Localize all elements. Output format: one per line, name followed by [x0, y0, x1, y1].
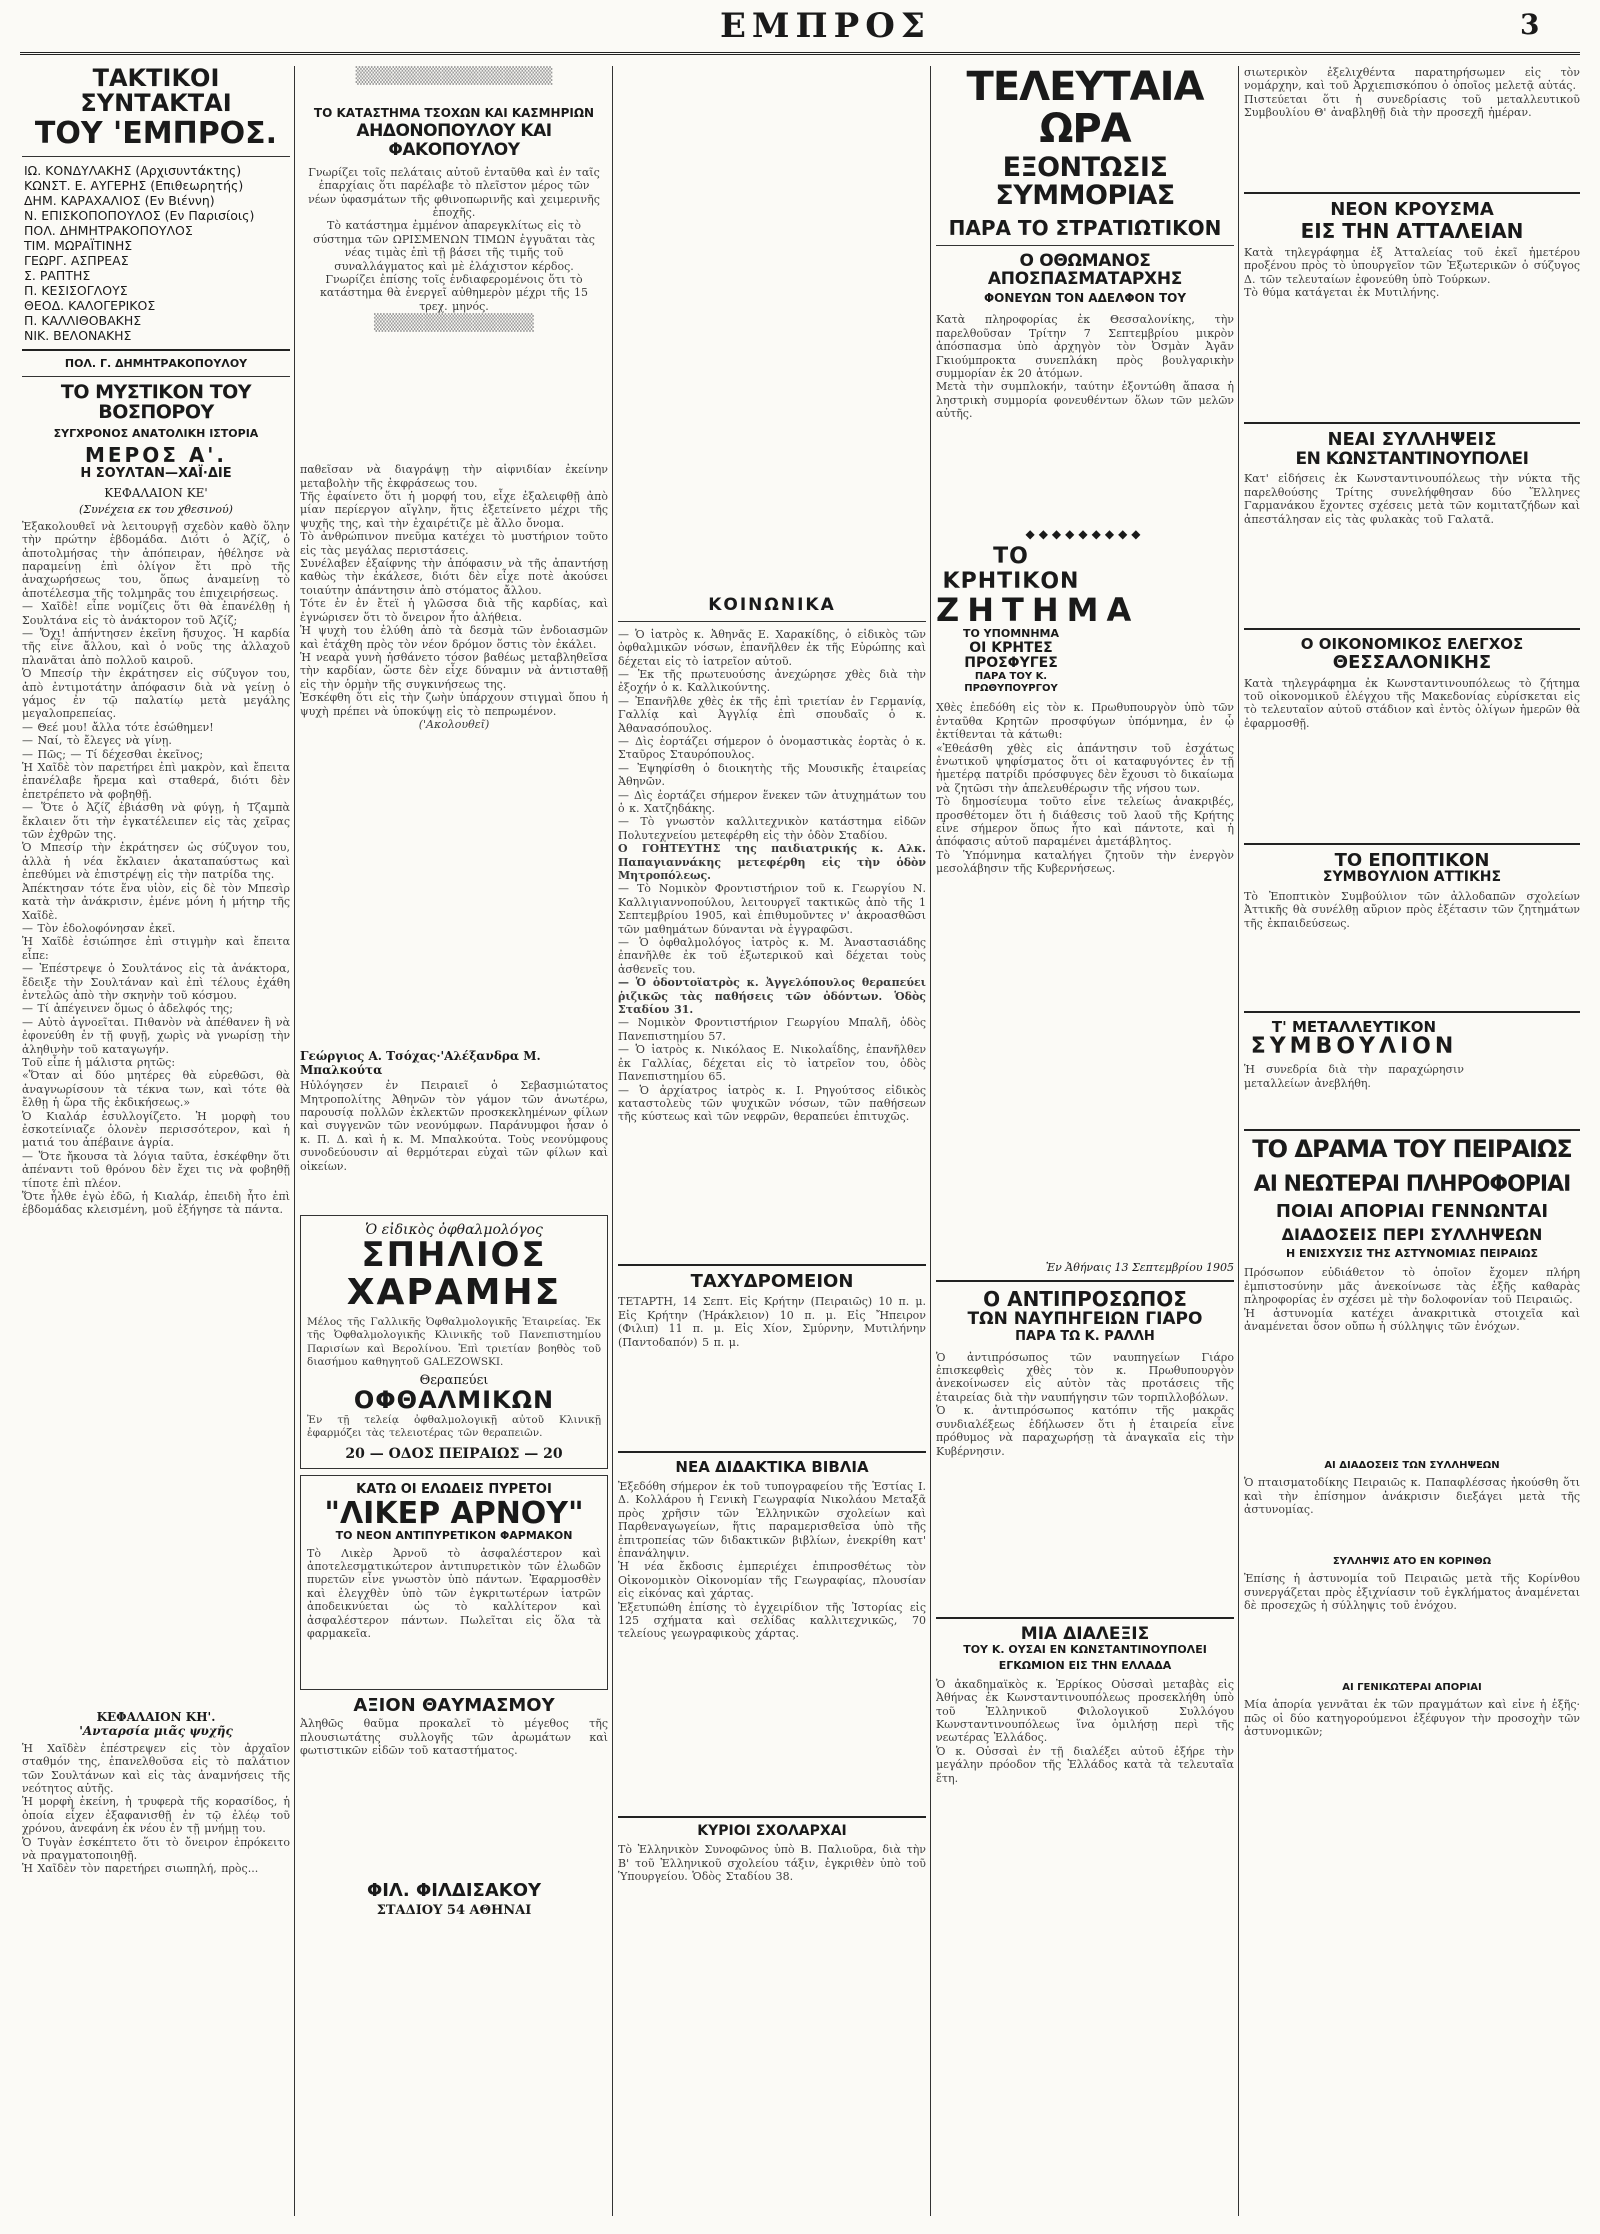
police-headline: Η ΕΝΙΣΧΥΣΙΣ ΤΗΣ ΑΣΤΥΝΟΜΙΑΣ ΠΕΙΡΑΙΩΣ: [1285, 1247, 1539, 1261]
drama-headline: ΤΟ ΔΡΑΜΑ ΤΟΥ ΠΕΙΡΑΙΩΣ: [1252, 1135, 1572, 1164]
constantinople-headline: ΕΝ ΚΩΝΣΤΑΝΤΙΝΟΥΠΟΛΕΙ: [1295, 448, 1529, 469]
oculist-intro: Ὁ εἰδικὸς ὀφθαλμολόγος: [365, 1222, 543, 1239]
oculist-name-1: ΣΠΗΛΙΟΣ: [361, 1235, 547, 1276]
liquor-sub: ΤΟ ΝΕΟΝ ΑΝΤΙΠΥΡΕΤΙΚΟΝ ΦΑΡΜΑΚΟΝ: [335, 1529, 573, 1543]
liquor-body: Τὸ Λικὲρ Ἀρνοῦ τὸ ἀσφαλέστερον καὶ ἀποτελεσματικώτερον ἀντιπυρετικὸν τῶν ἑλωδῶν πυρετῶν εἶνε γνωστὸν ὑπὸ πάντων. Ἐφαρμοσθὲν καὶ ἐλεγχθὲν ὑπὸ τῶν ἐγκριτωτέρων ἰατρῶν ἀποδεικνύεται ὡς τὸ καλλίτερον καὶ ἀσφαλέστερον πάντων. Πωλεῖται εἰς ὅλα τὰ φαρμακεῖα.: [307, 1546, 601, 1641]
column-1: [22, 66, 290, 2216]
editor-name: ΙΩ. ΚΟΝΔΥΛΑΚΗΣ (Αρχισυντάκτης): [24, 162, 242, 178]
by-army-headline: ΠΑΡΑ ΤΟ ΣΤΡΑΤΙΩΤΙΚΟΝ: [948, 215, 1222, 240]
editor-name: Ν. ΕΠΙΣΚΟΠΟΠΟΥΛΟΣ (Εν Παρισίοις): [24, 207, 255, 223]
korinth-body: Ἐπίσης ἡ ἀστυνομία τοῦ Πειραιῶς μετὰ τῆς Κορίνθου συνεργάζεται πρὸς ἐξιχνίασιν τοῦ ἐγκλήματος ἀναμένεται δὲ προσεχῶς ἡ σύλληψις τοῦ ἐνόχου.: [1244, 1572, 1580, 1613]
rumours-headline: ΔΙΑΔΟΣΕΙΣ ΠΕΡΙ ΣΥΛΛΗΨΕΩΝ: [1281, 1224, 1543, 1244]
mining-body: Ἡ συνεδρία διὰ τὴν παραχώρησιν μεταλλείων ἀνεβλήθη.: [1244, 1063, 1464, 1090]
general-doubts-body: Μία ἀπορία γεννᾶται ἐκ τῶν πραγμάτων καὶ εἶνε ἡ ἑξῆς· πῶς οἱ δύο κατηγορούμενοι ἐξέφυγον τὴν προσοχὴν τῶν ἀστυνομικῶν;: [1244, 1698, 1580, 1739]
editor-name: ΤΙΜ. ΜΩΡΑΪΤΙΝΗΣ: [24, 237, 133, 253]
lecture-subheadline-2: ΕΓΚΩΜΙΟΝ ΕΙΣ ΤΗΝ ΕΛΛΑΔΑ: [998, 1658, 1172, 1672]
editor-name: ΔΗΜ. ΚΑΡΑΧΑΛΙΟΣ (Εν Βιέννη): [24, 192, 215, 208]
oculist-name-2: ΧΑΡΑΜΗΣ: [346, 1271, 562, 1313]
newest-headline: ΑΙ ΝΕΩΤΕΡΑΙ ΠΛΗΡΟΦΟΡΙΑΙ: [1253, 1171, 1571, 1197]
new-crime-headline: ΝΕΟΝ ΚΡΟΥΣΜΑ: [1330, 199, 1494, 220]
shipyards-headline: ΤΩΝ ΝΑΥΠΗΓΕΙΩΝ ΓΙΑΡΟ: [967, 1309, 1203, 1330]
korinth-headline: ΣΥΛΛΗΨΙΣ ΑΤΟ ΕΝ ΚΟΡΙΝΘΩ: [1332, 1556, 1492, 1568]
lecture-headline: ΜΙΑ ΔΙΑΛΕΞΙΣ: [1020, 1623, 1150, 1644]
serial-byline: ΠΟΛ. Γ. ΔΗΜΗΤΡΑΚΟΠΟΥΛΟΥ: [64, 356, 248, 370]
editors-title: ΤΑΚΤΙΚΟΙ ΣΥΝΤΑΚΤΑΙ: [80, 66, 232, 118]
rallis-subheadline: ΠΑΡΑ ΤΩ Κ. ΡΑΛΛΗ: [1015, 1329, 1155, 1345]
faded-ad: ▒▒▒▒▒▒▒▒▒▒▒▒▒▒▒▒: [355, 66, 553, 85]
doubts-headline: ΠΟΙΑΙ ΑΠΟΡΙΑΙ ΓΕΝΝΩΝΤΑΙ: [1275, 1200, 1549, 1222]
column-2: [300, 66, 608, 2216]
newspaper-name: ΕΜΠΡΟΣ: [720, 6, 931, 46]
column-4: ΤΕΛΕΥΤΑΙΑ ΩΡΑ ΕΞΟΝΤΩΣΙΣ ΣΥΜΜΟΡΙΑΣ ΠΑΡΑ ΤΟ ΣΤΡΑΤΙΩΤΙΚΟΝ Ο ΟΘΩΜΑΝΟΣ ΑΠΟΣΠΑΣΜΑΤΑΡΧΗΣ ΦΟΝΕΥΩΝ ΤΟΝ ΑΔΕΛΦΟΝ ΤΟΥ Κατὰ πληροφορίας ἐκ Θεσσαλονίκης, τὴν παρελθοῦσαν Τρίτην 7 Σεπτεμβρίου μικρὸν ἀπόσπασμα ὑπὸ ἀρχηγὸν τὸν Ὀσμὰν Ἀγᾶν Γκιούμπροκτα συνεπλάκη πρὸς βουλγαρικὴν συμμορίαν ἐκ 20 ἀτόμων. Μετὰ τὴν συμπλοκήν, ταύτην ἐξοντώθη ἅπασα ἡ ληστρικὴ συμμορία φονευθέντων ὅλων τῶν μελῶν αὐτῆς. ◆◆◆◆◆◆◆◆◆ ΤΟ ΚΡΗΤΙΚΟΝ ΖΗΤΗΜΑ ΤΟ ΥΠΟΜΝΗΜΑ ΟΙ ΚΡΗΤΕΣ ΠΡΟΣΦΥΓΕΣ ΠΑΡΑ ΤΟΥ Κ. ΠΡΩΘΥΠΟΥΡΓΟΥ Χθὲς ἐπεδόθη εἰς τὸν κ. Πρωθυπουργὸν ὑπὸ τῶν ἐνταῦθα Κρητῶν προσφύγων ὑπόμνημα, ἐν ᾧ ἐκτίθενται τὰ κάτωθι: «Ἐθεάσθη χθὲς εἰς ἀπάντησιν τοῦ ἐσχάτως ἐνωτικοῦ ψηφίσματος ὅτι οἱ καταφυγόντες ἐν τῇ ἡμετέρᾳ πατρίδι πρόσφυγες δὲν ἔχουσι τὸ δικαίωμα νὰ ζητῶσι τὴν ἀπελευθέρωσιν τῆς νήσου των. Τὸ δημοσίευμα τοῦτο εἶνε τελείως ἀνακριβές, προσθέτομεν ὅτι ἡ διάθεσις τοῦ λαοῦ τῆς Κρήτης εἶνε σήμερον ὅπως ἦτο καὶ πάντοτε, καὶ ἡ ἀπόφασις αὐτοῦ παραμένει ἀμετάβλητος. Τὸ Ὑπόμνημα καταλήγει ζητοῦν τὴν ἐνεργὸν μεσολάβησιν τῆς Κυβερνήσεως. Ἐν Ἀθήναις 13 Σεπτεμβρίου 1905 Ο ΑΝΤΙΠΡΟΣΩΠΟΣ ΤΩΝ ΝΑΥΠΗΓΕΙΩΝ ΓΙΑΡΟ ΠΑΡΑ ΤΩ Κ. ΡΑΛΛΗ Ὁ ἀντιπρόσωπος τῶν ναυπηγείων Γιάρο ἐπισκεφθεὶς χθὲς τὸν κ. Πρωθυπουργὸν ἀνεκοίνωσεν εἰς αὐτὸν τὰς προτάσεις τῆς ἑταιρείας διὰ τὴν ναυπήγησιν τῶν τορπιλλοβόλων. Ὁ κ. ἀντιπρόσωπος κατόπιν τῆς μακρᾶς συνδιαλέξεως ἐδήλωσεν ὅτι ἡ ἑταιρεία εἶνε πρόθυμος νὰ παραχωρήσῃ τὰ ἀναγκαῖα εἰς τὴν Κυβέρνησιν. ΜΙΑ ΔΙΑΛΕΞΙΣ ΤΟΥ Κ. ΟΥΣΑΙ ΕΝ ΚΩΝΣΤΑΝΤΙΝΟΥΠΟΛΕΙ ΕΓΚΩΜΙΟΝ ΕΙΣ ΤΗΝ ΕΛΛΑΔΑ Ὁ ἀκαδημαϊκὸς κ. Ἐρρίκος Οὐσσαὶ μεταβὰς εἰς Ἀθήνας ἐκ Κωνσταντινουπόλεως προσεκλήθη ὑπὸ τοῦ Ἑλληνικοῦ Φιλολογικοῦ Συλλόγου Κωνσταντινουπόλεως ἵνα ὁμιλήσῃ περὶ τῆς νεωτέρας Ἑλλάδος. Ὁ κ. Οὐσσαὶ ἐν τῇ διαλέξει αὐτοῦ ἐξήρε τὴν μεγάλην πρόοδον τῆς Ἑλλάδος κατὰ τὰ τελευταῖα ἔτη.: [936, 66, 1234, 1785]
shop-ad-name: ΑΗΔΟΝΟΠΟΥΛΟΥ ΚΑΙ ΦΑΚΟΠΟΥΛΟΥ: [356, 121, 552, 161]
serial-subtitle: ΣΥΓΧΡΟΝΟΣ ΑΝΑΤΟΛΙΚΗ ΙΣΤΟΡΙΑ: [53, 426, 259, 440]
editors-list: [22, 163, 290, 343]
attaleia-body: Κατὰ τηλεγράφημα ἐξ Ἀτταλείας τοῦ ἐκεῖ ἡμετέρου προξένου πρὸς τὸ ὑπουργεῖον τῶν Ἐξωτερικῶν ὁ σύζυγος Δ. τῶν τελευταίων ἐφονεύθη ὑπὸ Τούρκων. Τὸ θύμα κατάγεται ἐκ Μυτιλήνης.: [1244, 245, 1580, 300]
oculist-address: 20 — ΟΔΟΣ ΠΕΙΡΑΙΩΣ — 20: [345, 1446, 563, 1463]
fildisakou-address: ΣΤΑΔΙΟΥ 54 ΑΘΗΝΑΙ: [376, 1903, 532, 1919]
rumours-2-headline: ΑΙ ΔΙΑΔΟΣΕΙΣ ΤΩΝ ΣΥΛΛΗΨΕΩΝ: [1324, 1460, 1500, 1472]
lecture-body: Ὁ ἀκαδημαϊκὸς κ. Ἐρρίκος Οὐσσαὶ μεταβὰς εἰς Ἀθήνας ἐκ Κωνσταντινουπόλεως προσεκλήθη ὑπὸ τοῦ Ἑλληνικοῦ Φιλολογικοῦ Συλλόγου Κωνσταντινουπόλεως ἵνα ὁμιλήσῃ περὶ τῆς νεωτέρας Ἑλλάδος. Ὁ κ. Οὐσσαὶ ἐν τῇ διαλέξει αὐτοῦ ἐξήρε τὴν μεγάλην πρόοδον τῆς Ἑλλάδος κατὰ τὰ τελευταῖα ἔτη.: [936, 1677, 1234, 1785]
post-heading: ΤΑΧΥΔΡΟΜΕΙΟΝ: [690, 1270, 854, 1292]
column-divider: [930, 66, 931, 2216]
fever-headline: ΚΑΤΩ ΟΙ ΕΛΩΔΕΙΣ ΠΥΡΕΤΟΙ: [356, 1482, 552, 1498]
school-heading: ΚΥΡΙΟΙ ΣΧΟΛΑΡΧΑΙ: [697, 1822, 847, 1839]
editor-name: Σ. ΡΑΠΤΗΣ: [24, 267, 91, 283]
oculist-body-2: Ἐν τῇ τελείᾳ ὀφθαλμολογικῇ αὐτοῦ Κλινικῇ ἐφαρμόζει τὰς τελειοτέρας τῶν θεραπειῶν.: [307, 1413, 601, 1439]
cretan-sub-3: ΠΑΡΑ ΤΟΥ Κ. ΠΡΩΘΥΠΟΥΡΓΟΥ: [964, 671, 1058, 695]
serial-part: ΜΕΡΟΣ Α'.: [84, 443, 228, 468]
social-body: — Ὁ ἰατρὸς κ. Ἀθηνᾶς Ε. Χαρακίδης, ὁ εἰδικὸς τῶν ὀφθαλμικῶν νόσων, ἐπανῆλθεν ἐκ τῆς Εὐρώπης καὶ δέχεται εἰς τὸ ἰατρεῖον αὐτοῦ. — Ἐκ τῆς πρωτευούσης ἀνεχώρησε χθὲς διὰ τὴν ἐξοχήν ὁ κ. Καλλικούντης. — Ἐπανῆλθε χθὲς ἐκ τῆς ἐπὶ τριετίαν ἐν Γερμανίᾳ, Γαλλίᾳ καὶ Ἀγγλίᾳ ἐπὶ σπουδαῖς ὁ κ. Ἀθανασόπουλος. — Δὶς ἐορτάζει σήμερον ὁ ὀνομαστικὰς ἑορτὰς ὁ κ. Σταῦρος Σταυρόπουλος. — Ἐψηφίσθη ὁ διοικητὴς τῆς Μουσικῆς ἑταιρείας Ἀθηνῶν. — Δὶς ἐορτάζει σήμερον ἕνεκεν τῶν ἀτυχημάτων του ὁ κ. Χατζηδάκης. — Τὸ γνωστὸν καλλιτεχνικὸν κατάστημα εἰδῶν Πολυτεχνείου μετεφέρθη εἰς τὴν ὁδὸν Σταδίου. Ο ΓΟΗΤΕΥΤΗΣ της παιδιατρικής κ. Αλκ. Παπαγιαννάκης μετεφέρθη εἰς τὴν ὁδὸν Μητροπόλεως. — Τὸ Νομικὸν Φροντιστήριον τοῦ κ. Γεωργίου Ν. Καλλιγιαννοπούλου, λειτουργεῖ τακτικῶς ἀπὸ τῆς 1 Σεπτεμβρίου 1905, καὶ ἐπιθυμοῦντες ν' ἀκροασθῶσι τῶν μαθημάτων δύνανται νὰ ἐγγραφῶσι. — Ὁ ὀφθαλμολόγος ἰατρὸς κ. Μ. Ἀναστασιάδης ἐπανῆλθε ἐκ τοῦ ἐξωτερικοῦ καὶ δέχεται τοὺς ἀσθενεῖς του. — Ὁ ὀδοντοϊατρὸς κ. Ἀγγελόπουλος θεραπεύει ῥιζικῶς τὰς παθήσεις τῶν ὀδόντων. Ὁδὸς Σταδίου 31. — Νομικὸν Φροντιστήριον Γεωργίου Μπαλῆ, ὁδὸς Πανεπιστημίου 57. — Ὁ ἰατρὸς κ. Νικόλαος Ε. Νικολαΐδης, ἐπανῆλθεν ἐκ Γαλλίας, δέχεται εἰς τὸ ἰατρεῖον του, ὁδὸς Πανεπιστημίου 65. — Ὁ ἀρχίατρος ἰατρὸς κ. Ι. Ρηγούτσος εἰδικὸς καταστολεὺς τῶν ψυχικῶν νόσων, τῶν παθήσεων τῆς κύστεως καὶ τῶν νεφρῶν, θεραπεύει ἐπιτυχῶς.: [618, 627, 926, 1124]
shipyards-body: Ὁ ἀντιπρόσωπος τῶν ναυπηγείων Γιάρο ἐπισκεφθεὶς χθὲς τὸν κ. Πρωθυπουργὸν ἀνεκοίνωσεν εἰς αὐτὸν τὰς προτάσεις τῆς ἑταιρείας διὰ τὴν ναυπήγησιν τῶν τορπιλλοβόλων. Ὁ κ. ἀντιπρόσωπος κατόπιν τῆς μακρᾶς συνδιαλέξεως ἐδήλωσεν ὅτι ἡ ἑταιρεία εἶνε πρόθυμος νὰ παραχωρήσῃ τὰ ἀναγκαῖα εἰς τὴν Κυβέρνησιν.: [936, 1350, 1234, 1458]
oculist-ad: [300, 1215, 608, 1469]
continued-note: (Συνέχεια εκ του χθεσινού): [79, 502, 233, 516]
attaleia-headline: ΕΙΣ ΤΗΝ ΑΤΤΑΛΕΙΑΝ: [1300, 218, 1524, 243]
ottoman-body: Κατὰ πληροφορίας ἐκ Θεσσαλονίκης, τὴν παρελθοῦσαν Τρίτην 7 Σεπτεμβρίου μικρὸν ἀπόσπασμα ὑπὸ ἀρχηγὸν τὸν Ὀσμὰν Ἀγᾶν Γκιούμπροκτα συνεπλάκη πρὸς βουλγαρικὴν συμμορίαν ἐκ 20 ἀτόμων. Μετὰ τὴν συμπλοκήν, ταύτην ἐξοντώθη ἅπασα ἡ ληστρικὴ συμμορία φονευθέντων ὅλων τῶν μελῶν αὐτῆς.: [936, 313, 1234, 421]
liquor-ad: [300, 1475, 608, 1689]
editor-name: ΚΩΝΣΤ. Ε. ΑΥΓΕΡΗΣ (Επιθεωρητής): [24, 177, 244, 193]
supervisory-headline: ΤΟ ΕΠΟΠΤΙΚΟΝ: [1334, 849, 1490, 871]
representative-headline: Ο ΑΝΤΙΠΡΟΣΩΠΟΣ: [983, 1287, 1187, 1312]
serial-body: Ἐξακολουθεῖ νὰ λειτουργῇ σχεδὸν καθὸ ὅλην τὴν πρώτην ἑβδομάδα. Διότι ὁ Ἀζίζ, ὁ ἀποτολμήσας τὴν ἀπόπειραν, ἠθέλησε νὰ παραμείνῃ ἐπὶ ὀλίγον ἔτι πρὸ τῆς ἀναχωρήσεως του, ὅπως ἀναμείνῃ τὸ ἀποτέλεσμα τῆς τολμηρᾶς του ἐπιχειρήσεως. — Χαῖδὲ! εἶπε νομίζεις ὅτι θὰ ἐπανέλθῃ ἡ Σουλτάνα εἰς τὸ ἀνάκτορον τοῦ Ἀζίζ; — Ὄχι! ἀπήντησεν ἐκεῖνη ἥσυχος. Ἡ καρδία τῆς εἶνε ἄλλου, καὶ ὁ νοῦς της ἀλλαχοῦ πλανᾶται ἀπὸ πολλοῦ καιροῦ. Ὁ Μπεσίρ τὴν ἐκράτησεν εἰς σύζυγον του, ἀπὸ ἐντιμοτάτην ἀπόφασιν διὰ νὰ γείνῃ ὁ γάμος ἐν τῷ παλατίῳ μετὰ μεγάλης μεγαλοπρεπείας. — Θεέ μου! ἄλλα τότε ἐσώθημεν! — Ναί, τὸ ἔλεγες νὰ γίνῃ. — Πῶς; — Τί δέχεσθαι ἐκεῖνος; Ἡ Χαῖδὲ τὸν παρετήρει ἐπὶ μακρὸν, καὶ ἔπειτα ἐπανέλαβε ἤρεμα καὶ σταθερά, διότι δὲν ἐπετρέπετο νὰ φοβηθῇ. — Ὅτε ὁ Ἀζίζ ἐβιάσθη νὰ φύγῃ, ἡ Τζαμπὰ ἔκλαιεν ὅτι τὴν ἐγκατέλειπεν εἰς τὰς χεῖρας τῶν ἐχθρῶν της. Ὁ Μπεσίρ τὴν ἐκράτησεν ὡς σύζυγον του, ἀλλὰ ἡ νέα ἔκλαιεν ἀκαταπαύστως καὶ ἐπεθύμει νὰ ἐπιστρέψῃ εἰς τὴν πατρίδα της. Ἀπέκτησαν τότε ἕνα υἱὸν, εἰς δὲ τὸν Μπεσὶρ κατὰ τὴν ἀνάκρισιν, ἐμένε μόνη ἡ μήτηρ τῆς Χαῖδὲ. — Τὸν ἐδολοφόνησαν ἐκεῖ. Ἡ Χαῖδὲ ἐσιώπησε ἐπὶ στιγμὴν καὶ ἔπειτα εἶπε: — Ἐπέστρεψε ὁ Σουλτάνος εἰς τὰ ἀνάκτορα, ἔδειξε τὴν Σουλτάναν καὶ ἐπὶ τέλους ἐχάθη ἐντελῶς ἀπὸ τὴν σκηνὴν τοῦ κόσμου. — Τί ἀπέγεινεν ὅμως ὁ ἀδελφός της; — Αὐτὸ ἀγνοεῖται. Πιθανὸν νὰ ἀπέθανεν ἢ νὰ ἐφονεύθη ἐν τῇ φυγῇ, χωρὶς νὰ γνωρίσῃ τὴν ἀληθινὴν τοῦ καταγωγήν. Τοῦ εἶπε ἡ μάλιστα ρητῶς: «Ὅταν αἱ δύο μητέρες θὰ εὑρεθῶσι, θὰ ἀναγνωρίσουν τὰ τέκνα των, καὶ τότε θὰ ἔλθῃ ἡ ὥρα τῆς ἐκδικήσεως.» Ὁ Κιαλάρ ἐσυλλογίζετο. Ἡ μορφὴ του ἐσκοτείνιαζε ὁλονὲν περισσότερον, καὶ ἡ ματιά του ἀπέβαινε ἀγρία. — Ὅτε ἤκουσα τὰ λόγια ταῦτα, ἐσκέφθην ὅτι ἀπέναντι τοῦ θρόνου δὲν ἔχει τις νὰ φοβηθῇ τίποτε ἐπὶ πλέον. Ὅτε ἦλθε ἐγὼ ἐδῶ, ἡ Κιαλάρ, ἐπειδὴ ἦτο ἐπὶ ἑβδομάδας κλεισμένη, μοῦ ἐξήγησε τὰ πάντα.: [22, 519, 290, 1217]
masthead-rule: [20, 52, 1580, 55]
masthead: [0, 0, 1600, 58]
top-body: σιωτερικὸν ἐξελιχθέντα παρατηρήσωμεν εἰς τὸν νομάρχην, καὶ τοῦ Ἀρχιεπισκόπου ὁ ὁποῖος μελετᾷ αὐτάς. Πιστεύεται ὅτι ἡ συνεδρίασις τοῦ μεταλλευτικοῦ Συμβουλίου Θ' ἀναβληθῇ διὰ τὴν προσεχῆ ἡμέραν.: [1244, 66, 1580, 120]
oculist-disease: ΟΦΘΑΛΜΙΚΩΝ: [353, 1386, 555, 1415]
faded-block: ▒▒▒▒▒▒▒▒▒▒▒▒▒: [374, 313, 534, 333]
school-body: Τὸ Ἑλληνικὸν Συνοφῶνος ὑπὸ Β. Παλιοῦρα, διὰ τὴν Β' τοῦ Ἑλληνικοῦ σχολείου τάξιν, ἐγκριθὲν ὑπὸ τοῦ Ὑπουργείου. Ὁδὸς Σταδίου 38.: [618, 1843, 926, 1884]
editors-title-2: ΤΟΥ 'ΕΜΠΡΟΣ.: [34, 116, 278, 152]
dateline: Ἐν Ἀθήναις 13 Σεπτεμβρίου 1905: [1045, 1261, 1234, 1275]
column-3: [618, 66, 926, 2216]
economic-body: Κατὰ τηλεγράφημα ἐκ Κωνσταντινουπόλεως τὸ ζήτημα τοῦ οἰκονομικοῦ ἐλέγχου τῆς Μακεδονίας εὑρίσκεται εἰς τὸ τελευταῖον αὐτοῦ στάδιον καὶ ἐντὸς ὀλίγων ἡμερῶν θὰ ἐφαρμοσθῇ.: [1244, 676, 1580, 730]
last-hour-headline: ΤΕΛΕΥΤΑΙΑ ΩΡΑ: [966, 66, 1204, 152]
serial-part-subtitle: Η ΣΟΥΛΤΑΝ—ΧΑΪ·ΔΙΕ: [80, 466, 232, 482]
general-doubts-headline: ΑΙ ΓΕΝΙΚΩΤΕΡΑΙ ΑΠΟΡΙΑΙ: [1342, 1682, 1482, 1694]
books-body: Ἐξεδόθη σήμερον ἐκ τοῦ τυπογραφείου τῆς Ἑστίας Ι. Δ. Κολλάρου ἡ Γενικὴ Γεωγραφία Νικολάου Μεταξᾶ πρὸς χρῆσιν τῶν Ἑλληνικῶν σχολείων καὶ Παρθεναγωγείων, ἥτις παραμερισθεῖσα ὑπὸ τῆς ἐπιτροπείας τῶν διδακτικῶν βιβλίων, ἐνεκρίθη κατ' ἐπανάληψιν. Ἡ νέα ἔκδοσις ἐμπεριέχει ἐπιπροσθέτως τὸν Οἰκονομικὸν Οἰκονομίαν τῆς Γεωγραφίας, πλουσίαν εἰς εἰκόνας καὶ χάρτας. Ἐξετυπώθη ἐπίσης τὸ ἐγχειρίδιον τῆς Ἰστορίας εἰς 125 σχήματα καὶ σελίδας καλλιτεχνικῶς, 70 τελείους γεωγραφικοὺς χάρτας.: [618, 1479, 926, 1641]
editor-name: ΘΕΟΔ. ΚΑΛΟΓΕΡΙΚΟΣ: [24, 297, 156, 313]
ottoman-subheadline: ΦΟΝΕΥΩΝ ΤΟΝ ΑΔΕΛΦΟΝ ΤΟΥ: [983, 291, 1187, 306]
shop-ad-body: Γνωρίζει τοῖς πελάταις αὐτοῦ ἐνταῦθα καὶ ἐν ταῖς ἐπαρχίαις ὅτι παρέλαβε τὸ πλεῖστον μέρος τῶν νέων ὑφασμάτων τῆς φθινοπωρινῆς καὶ χειμερινῆς ἐποχῆς. Τὸ κατάστημα ἐμμένον ἀπαρεγκλίτως εἰς τὸ σύστημα τῶν ΩΡΙΣΜΕΝΩΝ ΤΙΜΩΝ ἐγγυᾶται τὰς νέας τιμὰς ἐπὶ τῇ βάσει τῆς τιμῆς τοῦ συναλλάγματος καὶ μὲ ἐλάχιστον κέρδος. Γνωρίζει ἐπίσης τοῖς ἐνδιαφερομένοις ὅτι τὸ κατάστημα θὰ ἐνεργεῖ αὐθημερὸν μέχρι τῆς 15 τρεχ. μηνός.: [308, 165, 600, 313]
wedding-names: Γεώργιος Α. Τσόχας·'Αλέξανδρα Μ. Μπαλκούτα: [300, 1049, 541, 1078]
chapter-subtitle-2: 'Ανταρσία μιᾶς ψυχῆς: [79, 1723, 233, 1738]
wonder-headline: ΑΞΙΟΝ ΘΑΥΜΑΣΜΟΥ: [353, 1694, 555, 1716]
cretan-headline-1: ΤΟ ΚΡΗΤΙΚΟΝ: [942, 544, 1080, 594]
editor-name: Π. ΚΕΣΙΣΟΓΛΟΥΣ: [24, 282, 128, 298]
arrests-body: Κατ' εἰδήσεις ἐκ Κωνσταντινουπόλεως τὴν νύκτα τῆς παρελθούσης Τρίτης συνελήφθησαν δύο Ἕλληνες Γαρμανάκου ἔχοντες σχέσεις μετὰ τῶν κομιτατζήδων καὶ ἀπεστάλησαν εἰς τὰς φυλακὰς τοῦ Γαλατᾶ.: [1244, 472, 1580, 526]
editor-name: ΠΟΛ. ΔΗΜΗΤΡΑΚΟΠΟΥΛΟΣ: [24, 222, 193, 238]
shop-ad-title: ΤΟ ΚΑΤΑΣΤΗΜΑ ΤΣΟΧΩΝ ΚΑΙ ΚΑΣΜΗΡΙΩΝ: [313, 106, 595, 120]
mining-headline-2: ΣΥΜΒΟΥΛΙΟΝ: [1250, 1034, 1458, 1060]
oculist-therapy: Θεραπεύει: [419, 1373, 489, 1389]
cretan-body: Χθὲς ἐπεδόθη εἰς τὸν κ. Πρωθυπουργὸν ὑπὸ τῶν ἐνταῦθα Κρητῶν προσφύγων ὑπόμνημα, ἐν ᾧ ἐκτίθενται τὰ κάτωθι: «Ἐθεάσθη χθὲς εἰς ἀπάντησιν τοῦ ἐσχάτως ἐνωτικοῦ ψηφίσματος ὅτι οἱ καταφυγόντες ἐν τῇ ἡμετέρᾳ πατρίδι πρόσφυγες δὲν ἔχουσι τὸ δικαίωμα νὰ ζητῶσι τὴν ἀπελευθέρωσιν τῆς νήσου των. Τὸ δημοσίευμα τοῦτο εἶνε τελείως ἀνακριβές, προσθέτομεν ὅτι ἡ διάθεσις τοῦ λαοῦ τῆς Κρήτης εἶνε σήμερον ὅπως ἦτο καὶ πάντοτε, καὶ ἡ ἀπόφασις αὐτοῦ παραμένει ἀμετάβλητος. Τὸ Ὑπόμνημα καταλήγει ζητοῦν τὴν ἐνεργὸν μεσολάβησιν τῆς Κυβερνήσεως.: [936, 701, 1234, 876]
page-number: 3: [1520, 8, 1540, 41]
post-body: ΤΕΤΑΡΤΗ, 14 Σεπτ. Εἰς Κρήτην (Πειραιῶς) 10 π. μ. Εἰς Κρήτην (Ἡράκλειον) 10 π. μ. Εἰς Ἤπειρον (Φιλιπ) 11 π. μ. Εἰς Χίον, Σμύρνην, Μυτιλήνην (Παντοδαπόν) 5 π. μ.: [618, 1295, 926, 1349]
chapter-heading: ΚΕΦΑΛΑΙΟΝ ΚΕ': [104, 485, 208, 500]
serial-title: ΤΟ ΜΥΣΤΙΚΟΝ ΤΟΥ ΒΟΣΠΟΡΟΥ: [60, 381, 252, 423]
wonder-body: Ἀληθῶς θαῦμα προκαλεῖ τὸ μέγεθος τῆς πλουσιωτάτης συλλογῆς τῶν ἀρωμάτων καὶ φωτιστικῶν εἰδῶν τοῦ καταστήματος.: [300, 1717, 608, 1758]
chapter-heading-2: ΚΕΦΑΛΑΙΟΝ ΚΗ'.: [96, 1709, 216, 1724]
article-body: παθεῖσαν νὰ διαγράψῃ τὴν αἰφνιδίαν ἐκείνην μεταβολὴν τῆς ἐκφράσεως του. Τῆς ἐφαίνετο ὅτι ἡ μορφή του, εἶχε ἐξαλειφθῇ ἀπὸ μίαν περίεργον αἴγλην, ἥτις ἐξετείνετο μέχρι τῆς ψυχῆς της, καὶ τὴν ἐχαιρέτιζε μὲ ἄλλο ὄνομα. Τὸ ἀνθρώπινον πνεῦμα κατέχει τὸ μυστήριον τοῦτο εἰς τὰς μεγάλας περιστάσεις. Συνέλαβεν ἐξαίφνης τὴν ἀπόφασιν νὰ τῆς ἀπαντήσῃ καθὼς τὴν ἐκάλεσε, διότι δὲν εἶχε ποτὲ ἀκούσει τοιαύτην ἀπάντησιν ἀπὸ στόματος ἄλλου. Τότε ἐν ἐν ἔτεϊ ἡ γλῶσσα διὰ τῆς καρδίας, καὶ ἐγνώρισεν ὅτι τὸ ὄνειρον ἦτο ἀλήθεια. Ἡ ψυχὴ του ἐλύθη ἀπὸ τὰ δεσμὰ τῶν ἐνδοιασμῶν καὶ ἐτάχθη πρὸς τὸν νέον δρόμον ὅστις τὸν ἐκάλει. Ἡ νεαρὰ γυνὴ ἠσθάνετο τόσον βαθέως μεταβληθεῖσα τὴν καρδίαν, ὥστε δὲν εἶχε δύναμιν νὰ ἀντισταθῇ εἰς τὴν ὁρμὴν τῆς συγκινήσεως της. Ἐσκέφθη ὅτι εἰς τὴν ζωὴν ὑπάρχουν στιγμαὶ ὅπου ἡ ψυχὴ πρέπει νὰ ὑποκύψῃ εἰς τὸ πεπρωμένον. ('Ακολουθεῖ): [300, 463, 608, 731]
column-divider: [612, 66, 613, 2216]
cretan-headline-2: ΖΗΤΗΜΑ: [936, 590, 1140, 629]
council-headline: ΣΥΜΒΟΥΛΙΟΝ ΑΤΤΙΚΗΣ: [1322, 869, 1502, 886]
liquor-name: "ΛΙΚΕΡ ΑΡΝΟΥ": [324, 1495, 584, 1531]
ottoman-headline: Ο ΟΘΩΜΑΝΟΣ ΑΠΟΣΠΑΣΜΑΤΑΡΧΗΣ: [987, 250, 1183, 290]
lecture-subheadline: ΤΟΥ Κ. ΟΥΣΑΙ ΕΝ ΚΩΝΣΤΑΝΤΙΝΟΥΠΟΛΕΙ: [963, 1643, 1207, 1657]
column-divider: [294, 66, 295, 2216]
editor-name: ΝΙΚ. ΒΕΛΟΝΑΚΗΣ: [24, 327, 132, 343]
serial-body-2: Ἡ Χαῖδὲν ἐπέστρεψεν εἰς τὸν ἀρχαῖον σταθμόν της, ἐπανελθοῦσα εἰς τὸ παλάτιον τῶν Σουλτάνων καὶ εἰς τὰς ἀναμνήσεις τῆς νεότητος αὐτῆς. Ἡ μορφὴ ἐκείνη, ἡ τρυφερὰ τῆς κορασίδος, ἡ ὁποία εἶχεν ἐξαφανισθῇ ἐν τῷ ἐλέῳ τοῦ χρόνου, ἀνεφάνη ἐκ νέου ἐν τῇ μνήμῃ του. Ὁ Τυγὰν ἐσκέπτετο ὅτι τὸ ὄνειρον ἐπρόκειτο νὰ πραγματοποιηθῇ. Ἡ Χαῖδὲν τὸν παρετήρει σιωπηλή, πρὸς...: [22, 1741, 290, 1876]
social-heading: ΚΟΙΝΩΝΙΚΑ: [708, 595, 836, 615]
column-5: [1244, 66, 1580, 2216]
fildisakou-name: ΦΙΛ. ΦΙΛΔΙΣΑΚΟΥ: [366, 1880, 542, 1902]
economic-headline: Ο ΟΙΚΟΝΟΜΙΚΟΣ ΕΛΕΓΧΟΣ: [1300, 635, 1524, 654]
editor-name: ΓΕΩΡΓ. ΑΣΠΡΕΑΣ: [24, 252, 129, 268]
arrests-headline: ΝΕΑΙ ΣΥΛΛΗΨΕΙΣ: [1327, 428, 1497, 450]
extermination-headline: ΕΞΟΝΤΩΣΙΣ ΣΥΜΜΟΡΙΑΣ: [995, 152, 1175, 212]
cretan-sub: ΤΟ ΥΠΟΜΝΗΜΑ: [962, 627, 1060, 641]
cretan-sub-2: ΟΙ ΚΡΗΤΕΣ ΠΡΟΣΦΥΓΕΣ: [964, 639, 1058, 671]
rumours-2-body: Ὁ πταισματοδίκης Πειραιῶς κ. Παπαφλέσσας ἠκούσθη ὅτι καὶ τὴν ἐπίσημον ἀνάκρισιν διεξάγει μετὰ τῆς ἀστυνομίας.: [1244, 1476, 1580, 1517]
drama-body: Πρόσωπον εὐδιάθετον τὸ ὁποῖον ἔχομεν πλήρη ἐμπιστοσύνην μᾶς ἀνεκοίνωσε τὰς ἑξῆς καθαρὰς πληροφορίας ἐν σχέσει μὲ τὴν δολοφονίαν τοῦ Πειραιῶς. Ἡ ἀστυνομία κατέχει ἀνακριτικὰ στοιχεῖα καὶ ἀναμένεται ὅσον οὔπω ἡ σύλληψις τῶν ἐνόχων.: [1244, 1266, 1580, 1333]
oculist-body: Μέλος τῆς Γαλλικῆς Ὀφθαλμολογικῆς Ἑταιρείας. Ἐκ τῆς Ὀφθαλμολογικῆς Κλινικῆς τοῦ Πανεπιστημίου Παρισίων καὶ Βερολίνου. Ἐπὶ τριετίαν βοηθὸς τοῦ διασήμου καθηγητοῦ GALEZOWSKI.: [307, 1315, 601, 1368]
column-divider: [1238, 66, 1239, 2216]
editor-name: Π. ΚΑΛΛΙΘΟΒΑΚΗΣ: [24, 312, 142, 328]
faded-region: [618, 66, 926, 596]
macedonia-headline: ΘΕΣΣΑΛΟΝΙΚΗΣ: [1332, 651, 1492, 673]
mining-headline: Τ' ΜΕΤΑΛΛΕΥΤΙΚΟΝ: [1271, 1017, 1437, 1036]
books-heading: ΝΕΑ ΔΙΔΑΚΤΙΚΑ ΒΙΒΛΙΑ: [675, 1458, 869, 1477]
council-body: Τὸ Ἐποπτικὸν Συμβούλιον τῶν ἀλλοδαπῶν σχολείων Ἀττικῆς θὰ συνέλθῃ αὔριον πρὸς ἐξέτασιν τῶν ζητημάτων τῆς ἐκπαιδεύσεως.: [1244, 889, 1580, 930]
wedding-body: Ηὐλόγησεν ἐν Πειραιεῖ ὁ Σεβασμιώτατος Μητροπολίτης Ἀθηνῶν τὸν γάμον τῶν ἀνωτέρω, παρουσίᾳ πολλῶν ἐκλεκτῶν προσκεκλημένων φίλων καὶ συγγενῶν τῶν νεονύμφων. Παράνυμφοι ἦσαν ὁ κ. Π. Δ. καὶ ἡ κ. Μ. Μπαλκούτα. Τοὺς νεονύμφους συνοδεύουσιν αἱ θερμότεραι εὐχαὶ τῶν φίλων καὶ οἰκείων.: [300, 1079, 608, 1173]
